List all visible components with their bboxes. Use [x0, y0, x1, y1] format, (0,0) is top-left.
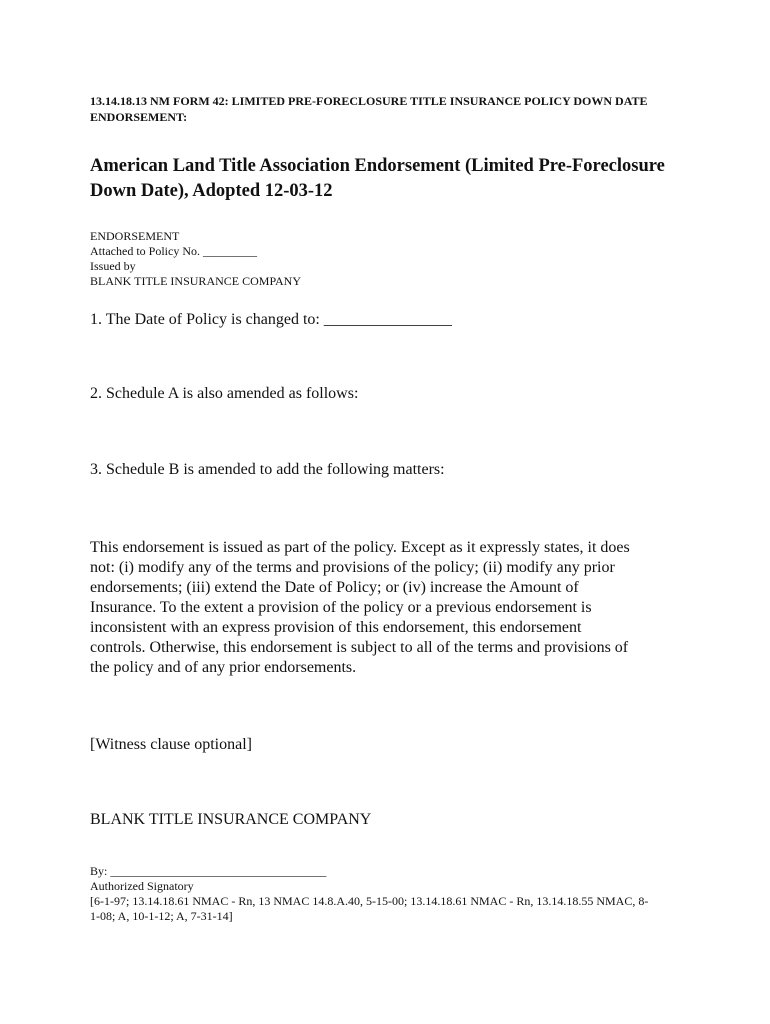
- signatory-label: Authorized Signatory: [90, 879, 194, 893]
- issued-by-label: Issued by: [90, 259, 136, 273]
- endorsement-paragraph: [90, 538, 630, 678]
- paragraph-line: endorsements; (iii) extend the Date of Policy; or (iv) increase the Amount of: [90, 579, 579, 596]
- paragraph-line: not: (i) modify any of the terms and provisions of the policy; (ii) modify any prior: [90, 559, 615, 576]
- issuer-company: BLANK TITLE INSURANCE COMPANY: [90, 274, 302, 288]
- item-date-of-policy: 1. The Date of Policy is changed to: ________________: [90, 311, 452, 328]
- endorsement-label: ENDORSEMENT: [90, 229, 180, 243]
- policy-number-line: Attached to Policy No. _________: [90, 244, 257, 258]
- paragraph-line: controls. Otherwise, this endorsement is subject to all of the terms and provisions of: [90, 639, 629, 656]
- paragraph-line: inconsistent with an express provision of this endorsement, this endorsement: [90, 619, 582, 636]
- endorsement-header: [90, 229, 301, 289]
- section-heading: 13.14.18.13 NM FORM 42: LIMITED PRE-FORECLOSURE TITLE INSURANCE POLICY DOWN DATE ENDORSEMENT:: [90, 94, 648, 124]
- history-note-line: 1-08; A, 10-1-12; A, 7-31-14]: [90, 909, 233, 923]
- signature-line: By: ____________________________________: [90, 864, 327, 878]
- document-title: American Land Title Association Endorsement (Limited Pre-Foreclosure Down Date), Adopted 12-03-12: [90, 156, 665, 201]
- item-schedule-b: 3. Schedule B is amended to add the following matters:: [90, 461, 445, 478]
- paragraph-line: Insurance. To the extent a provision of the policy or a previous endorsement is: [90, 599, 592, 616]
- history-note-line: [6-1-97; 13.14.18.61 NMAC - Rn, 13 NMAC 14.8.A.40, 5-15-00; 13.14.18.61 NMAC - Rn, 13.14.18.55 NMAC, 8-: [90, 894, 649, 908]
- paragraph-line: the policy and of any prior endorsements.: [90, 659, 357, 676]
- company-name: BLANK TITLE INSURANCE COMPANY: [90, 811, 372, 828]
- item-schedule-a: 2. Schedule A is also amended as follows:: [90, 385, 359, 402]
- signature-block: [90, 864, 648, 924]
- witness-clause: [Witness clause optional]: [90, 736, 252, 753]
- paragraph-line: This endorsement is issued as part of the policy. Except as it expressly states, it does: [90, 539, 630, 556]
